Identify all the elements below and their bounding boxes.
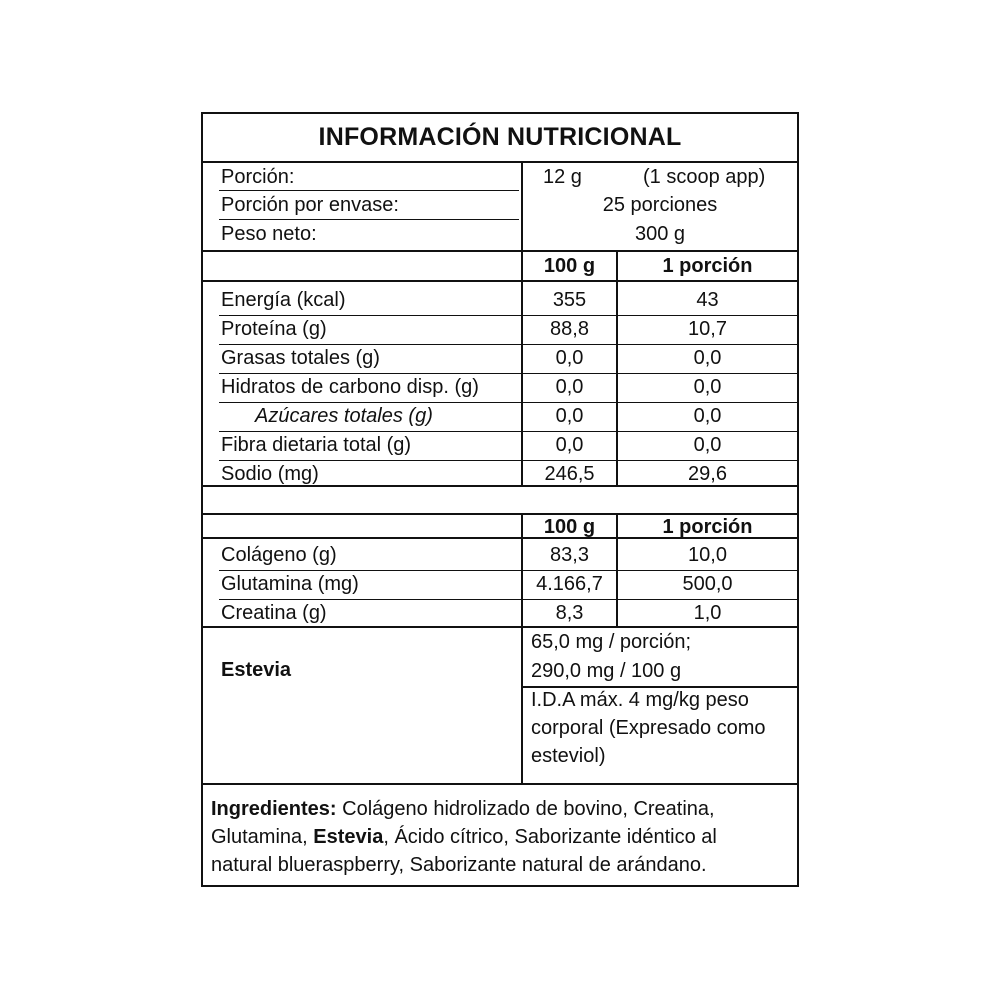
estevia-block bbox=[203, 626, 797, 783]
ingredients-block bbox=[203, 783, 797, 885]
nutrient-row bbox=[203, 315, 797, 343]
ingredients-text-2a: Glutamina, bbox=[211, 826, 314, 848]
serving-size-value-cell bbox=[521, 163, 797, 191]
ingredients-estevia: Estevia bbox=[313, 826, 384, 848]
nutrient-name: Hidratos de carbono disp. (g) bbox=[221, 376, 479, 398]
nutrient-name: Proteína (g) bbox=[221, 318, 327, 340]
nutrient-per100: 88,8 bbox=[550, 318, 589, 340]
column-header-row bbox=[203, 250, 797, 280]
nutrient-per100: 0,0 bbox=[555, 376, 584, 398]
nutrient-per-serving: 0,0 bbox=[693, 434, 722, 456]
ingredients-text-2c: , Ácido cítrico, Saborizante idéntico al bbox=[383, 826, 717, 848]
nutrient-name: Energía (kcal) bbox=[221, 289, 346, 311]
servings-per-container-label: Porción por envase: bbox=[221, 194, 399, 216]
nutrient-per100: 246,5 bbox=[544, 463, 595, 485]
ingredients-text-1: Colágeno hidrolizado de bovino, Creatina, bbox=[336, 798, 715, 820]
estevia-label: Estevia bbox=[221, 659, 292, 681]
extras-block bbox=[203, 537, 797, 626]
header-per-serving: 1 porción bbox=[616, 515, 797, 537]
header-per-serving: 1 porción bbox=[616, 252, 797, 280]
extra-row bbox=[203, 599, 797, 627]
nutrient-name: Grasas totales (g) bbox=[221, 347, 380, 369]
extra-name: Colágeno (g) bbox=[221, 544, 337, 566]
ingredients-line-2 bbox=[211, 823, 717, 851]
title-row bbox=[203, 114, 797, 161]
nutrient-name-sub: Azúcares totales (g) bbox=[255, 405, 433, 427]
serving-size-row bbox=[203, 161, 797, 191]
extra-per-serving: 10,0 bbox=[688, 544, 727, 566]
column-header-row-2 bbox=[203, 513, 797, 537]
extra-per100: 83,3 bbox=[550, 544, 589, 566]
estevia-ida-line1: I.D.A máx. 4 mg/kg peso bbox=[531, 689, 749, 711]
header-per-100g: 100 g bbox=[521, 252, 616, 280]
extra-per100: 4.166,7 bbox=[536, 573, 603, 595]
estevia-per-serving: 65,0 mg / porción; bbox=[531, 631, 692, 653]
estevia-ida-line3: esteviol) bbox=[531, 745, 606, 767]
serving-size-note: (1 scoop app) bbox=[643, 166, 766, 188]
extra-per-serving: 1,0 bbox=[693, 602, 722, 624]
nutrient-row bbox=[203, 286, 797, 314]
extra-row bbox=[203, 570, 797, 598]
spacer-row bbox=[203, 485, 797, 513]
nutrition-facts-table bbox=[201, 112, 799, 887]
nutrient-per100: 0,0 bbox=[555, 405, 584, 427]
nutrient-name: Sodio (mg) bbox=[221, 463, 319, 485]
table-title: INFORMACIÓN NUTRICIONAL bbox=[318, 123, 682, 151]
servings-per-container-row bbox=[203, 191, 797, 220]
nutrient-per100: 0,0 bbox=[555, 434, 584, 456]
estevia-ida-line2: corporal (Expresado como bbox=[531, 717, 766, 739]
nutrient-per-serving: 43 bbox=[696, 289, 719, 311]
extra-per-serving: 500,0 bbox=[682, 573, 733, 595]
estevia-per-100g: 290,0 mg / 100 g bbox=[531, 660, 682, 682]
serving-size-amount: 12 g bbox=[543, 166, 582, 188]
nutrient-row bbox=[203, 373, 797, 401]
servings-per-container-value: 25 porciones bbox=[521, 191, 797, 220]
estevia-values-cell bbox=[521, 628, 797, 783]
extra-per100: 8,3 bbox=[555, 602, 584, 624]
net-weight-row bbox=[203, 220, 797, 250]
nutrient-per-serving: 10,7 bbox=[688, 318, 727, 340]
net-weight-label: Peso neto: bbox=[221, 223, 317, 245]
ingredients-label: Ingredientes: bbox=[211, 798, 337, 820]
nutrient-per-serving: 0,0 bbox=[693, 347, 722, 369]
nutrient-per-serving: 29,6 bbox=[688, 463, 727, 485]
nutrient-per100: 355 bbox=[552, 289, 587, 311]
nutrient-row bbox=[203, 344, 797, 372]
nutrient-row bbox=[203, 402, 797, 430]
nutrient-per-serving: 0,0 bbox=[693, 405, 722, 427]
serving-size-label: Porción: bbox=[221, 166, 295, 188]
nutrient-name: Fibra dietaria total (g) bbox=[221, 434, 412, 456]
extra-name: Glutamina (mg) bbox=[221, 573, 359, 595]
extra-name: Creatina (g) bbox=[221, 602, 327, 624]
ingredients-line-1 bbox=[211, 795, 715, 823]
header-per-100g: 100 g bbox=[521, 515, 616, 537]
ingredients-line-3: natural blueraspberry, Saborizante natural de arándano. bbox=[211, 854, 707, 876]
nutrient-row bbox=[203, 460, 797, 488]
nutrient-row bbox=[203, 431, 797, 459]
extra-row bbox=[203, 541, 797, 569]
net-weight-value: 300 g bbox=[521, 220, 797, 250]
nutrients-block bbox=[203, 280, 797, 485]
nutrient-per-serving: 0,0 bbox=[693, 376, 722, 398]
nutrient-per100: 0,0 bbox=[555, 347, 584, 369]
